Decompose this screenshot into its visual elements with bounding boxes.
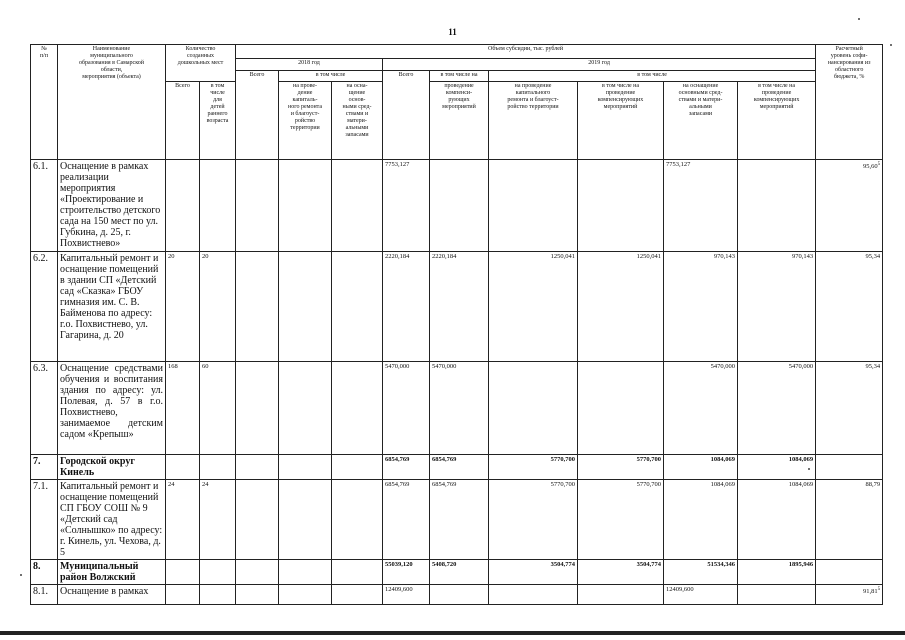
cell-2019-repair <box>489 160 578 252</box>
cell-2019-equip-comp: 970,143 <box>738 252 816 362</box>
cell-2018-repair <box>279 480 332 560</box>
cell-places-total <box>166 585 200 605</box>
cell-2019-total: 2220,184 <box>383 252 430 362</box>
header-2018-repair: на прове- дение капиталь- ного ремонта и благоуст- ройство территории <box>279 82 332 160</box>
cell-2019-repair-comp: 3504,774 <box>578 560 664 585</box>
cell-2019-repair: 3504,774 <box>489 560 578 585</box>
cell-2018-equip <box>332 480 383 560</box>
header-2019-equip-comp: в том числе на проведение компенсирующих мероприятий <box>738 82 816 160</box>
cell-2019-equip: 51534,346 <box>664 560 738 585</box>
row-name: Оснащение средствами обучения и воспитания здания по адресу: ул. Полевая, д. 57 в г.о. Похвистнево, занимаемое детским садом «Крепыш» <box>58 362 166 455</box>
row-name: Капитальный ремонт и оснащение помещений СП ГБОУ СОШ № 9 «Детский сад «Солнышко» по адресу: г. Кинель, ул. Чехова, д. 5 <box>58 480 166 560</box>
cell-2018-repair <box>279 585 332 605</box>
header-places-total: Всего <box>166 82 200 160</box>
cell-places-early <box>200 455 236 480</box>
row-name: Капитальный ремонт и оснащение помещений в здании СП «Детский сад «Сказка» ГБОУ гимназия им. С. В. Байменова по адресу: г.о. Похвистнево, ул. Гагарина, д. 20 <box>58 252 166 362</box>
cell-2019-comp: 5470,000 <box>430 362 489 455</box>
cell-places-early <box>200 160 236 252</box>
header-name: Наименование муниципального образования в Самарской области, мероприятия (объекта) <box>58 45 166 160</box>
cell-2019-comp <box>430 160 489 252</box>
cell-2018-total <box>236 252 279 362</box>
row-no: 8. <box>31 560 58 585</box>
cell-2019-repair-comp <box>578 585 664 605</box>
cell-2018-total <box>236 455 279 480</box>
cell-2018-equip <box>332 585 383 605</box>
cell-2019-equip-comp: 1895,946 <box>738 560 816 585</box>
cell-2019-equip: 970,143 <box>664 252 738 362</box>
cell-2019-comp: 5408,720 <box>430 560 489 585</box>
header-2019-comp: проведение компенси- рующих мероприятий <box>430 82 489 160</box>
cell-places-total <box>166 560 200 585</box>
cell-2019-repair <box>489 362 578 455</box>
cell-2018-repair <box>279 160 332 252</box>
row-no: 7.1. <box>31 480 58 560</box>
cell-2019-total: 55039,120 <box>383 560 430 585</box>
cell-2019-repair-comp: 5770,700 <box>578 480 664 560</box>
cell-level <box>816 480 883 560</box>
cell-places-total <box>166 160 200 252</box>
table-row <box>31 585 883 605</box>
cell-level <box>816 455 883 480</box>
scan-speck <box>20 574 22 576</box>
header-year-2019: 2019 год <box>383 59 816 71</box>
row-name: Муниципальный район Волжский <box>58 560 166 585</box>
cell-2018-repair <box>279 455 332 480</box>
header-places-early: в том числе для детей раннего возраста <box>200 82 236 160</box>
cell-2019-repair: 1250,041 <box>489 252 578 362</box>
cell-2019-equip: 5470,000 <box>664 362 738 455</box>
table-row <box>31 480 883 560</box>
cell-places-total <box>166 455 200 480</box>
header-level: Расчетный уровень софи- нансирования из областного бюджета, % <box>816 45 883 160</box>
cell-2018-total <box>236 362 279 455</box>
row-no: 6.2. <box>31 252 58 362</box>
cell-2019-total: 6854,769 <box>383 455 430 480</box>
header-2019-equip: на оснащение основными сред- ствами и матери- альными запасами <box>664 82 738 160</box>
cell-2019-repair <box>489 585 578 605</box>
cell-2018-total <box>236 160 279 252</box>
cell-2019-equip-comp: 1084,069 <box>738 480 816 560</box>
level-value: 91,81 <box>863 588 878 596</box>
page-bottom-border <box>0 631 905 635</box>
cell-2019-comp: 6854,769 <box>430 480 489 560</box>
scan-speck <box>858 18 860 20</box>
cell-2019-equip: 1084,069 <box>664 455 738 480</box>
cell-2019-equip: 12409,600 <box>664 585 738 605</box>
cell-level <box>816 362 883 455</box>
header-2018-equip: на осна- щение основ- ными сред- ствами и матери- альными запасами <box>332 82 383 160</box>
cell-2019-total: 5470,000 <box>383 362 430 455</box>
table-row <box>31 160 883 252</box>
cell-2019-comp <box>430 585 489 605</box>
table-row <box>31 455 883 480</box>
subsidy-table <box>30 44 883 605</box>
cell-level <box>816 585 883 605</box>
cell-2018-total <box>236 585 279 605</box>
table-row <box>31 252 883 362</box>
cell-2019-equip-comp <box>738 585 816 605</box>
cell-2019-repair-comp: 1250,041 <box>578 252 664 362</box>
row-no: 7. <box>31 455 58 480</box>
scan-speck <box>890 44 892 46</box>
header-2019-total: Всего <box>383 71 430 160</box>
cell-level <box>816 160 883 252</box>
row-no: 6.1. <box>31 160 58 252</box>
cell-places-total: 168 <box>166 362 200 455</box>
level-value: 88,79 <box>865 481 881 488</box>
cell-2019-comp: 6854,769 <box>430 455 489 480</box>
row-no: 6.3. <box>31 362 58 455</box>
cell-2019-equip-comp <box>738 160 816 252</box>
cell-2019-equip-comp: 5470,000 <box>738 362 816 455</box>
header-subsidy: Объем субсидии, тыс. рублей <box>236 45 816 59</box>
row-name: Оснащение в рамках реализации мероприятия «Проектирование и строительство детского сада на 150 мест по ул. Губкина, д. 25, г. Похвистнево» <box>58 160 166 252</box>
cell-2019-total: 12409,600 <box>383 585 430 605</box>
header-2018-total: Всего <box>236 71 279 160</box>
cell-2019-repair: 5770,700 <box>489 480 578 560</box>
header-no: № п/п <box>31 45 58 160</box>
row-no: 8.1. <box>31 585 58 605</box>
header-2019-incl: в том числе <box>489 71 816 82</box>
header-2019-incl-on: в том числе на <box>430 71 489 82</box>
cell-2019-equip: 7753,127 <box>664 160 738 252</box>
row-name: Городской округ Кинель <box>58 455 166 480</box>
footnote-mark: 5 <box>877 162 881 167</box>
cell-2018-total <box>236 480 279 560</box>
header-row-1 <box>31 45 883 59</box>
cell-2018-equip <box>332 252 383 362</box>
header-2019-repair-comp: в том числе на проведение компенсирующих мероприятий <box>578 82 664 160</box>
cell-2019-equip-comp: 1084,069 <box>738 455 816 480</box>
cell-2019-total: 6854,769 <box>383 480 430 560</box>
cell-2019-repair-comp <box>578 160 664 252</box>
cell-2019-comp: 2220,184 <box>430 252 489 362</box>
cell-2019-equip: 1084,069 <box>664 480 738 560</box>
header-2018-incl: в том числе <box>279 71 383 82</box>
level-value: 95,34 <box>865 253 881 260</box>
footnote-mark: 5 <box>877 587 881 592</box>
level-value: 95,34 <box>865 363 881 370</box>
cell-2018-equip <box>332 160 383 252</box>
cell-places-early: 20 <box>200 252 236 362</box>
cell-level <box>816 560 883 585</box>
header-2019-repair: на проведение капитального ремонта и благоуст- ройство территории <box>489 82 578 160</box>
header-places: Количество созданных дошкольных мест <box>166 45 236 82</box>
row-name: Оснащение в рамках <box>58 585 166 605</box>
cell-2018-equip <box>332 455 383 480</box>
cell-2018-repair <box>279 560 332 585</box>
cell-2019-repair-comp <box>578 362 664 455</box>
cell-places-early: 60 <box>200 362 236 455</box>
cell-2019-repair: 5770,700 <box>489 455 578 480</box>
cell-2018-repair <box>279 252 332 362</box>
cell-places-early <box>200 560 236 585</box>
cell-places-early <box>200 585 236 605</box>
cell-places-total: 20 <box>166 252 200 362</box>
cell-places-total: 24 <box>166 480 200 560</box>
table-row <box>31 362 883 455</box>
page-number: 11 <box>448 27 457 37</box>
cell-2018-equip <box>332 560 383 585</box>
cell-2019-repair-comp: 5770,700 <box>578 455 664 480</box>
cell-2018-total <box>236 560 279 585</box>
cell-places-early: 24 <box>200 480 236 560</box>
cell-2018-equip <box>332 362 383 455</box>
header-year-2018: 2018 год <box>236 59 383 71</box>
table-row <box>31 560 883 585</box>
level-value: 95,60 <box>863 163 878 171</box>
cell-2019-total: 7753,127 <box>383 160 430 252</box>
cell-level <box>816 252 883 362</box>
cell-2018-repair <box>279 362 332 455</box>
